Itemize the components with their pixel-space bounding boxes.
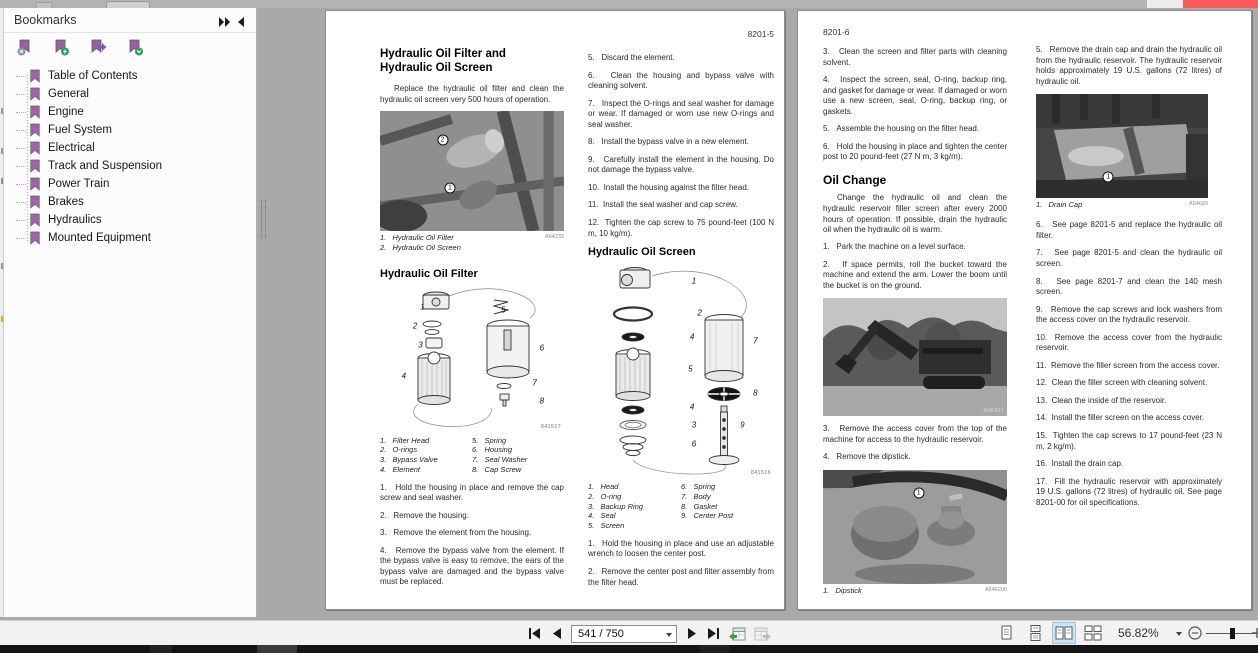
- bookmark-icon: [29, 123, 41, 137]
- photo-id: A64629: [1189, 201, 1208, 208]
- photo-art: [1036, 94, 1208, 198]
- step-text: 1. Hold the housing in place and remove the cap screw and seal washer.: [380, 482, 564, 503]
- intro-paragraph: Replace the hydraulic oil filter and clean the hydraulic oil screen very 500 hours of operation.: [380, 83, 564, 104]
- photo-drain-cap: [1036, 94, 1208, 198]
- page-view-modes: [995, 623, 1104, 643]
- step-text: 7. See page 8201-5 and clean the hydraulic oil screen.: [1036, 248, 1222, 268]
- bookmark-label: Table of Contents: [48, 70, 138, 82]
- bookmark-item[interactable]: [16, 139, 256, 157]
- step-text: 9. Carefully install the element in the housing. Do not damage the bypass valve.: [588, 154, 774, 175]
- step-text: 14. Install the filler screen on the access cover.: [1036, 413, 1205, 423]
- figure-oil-filter-exploded: [380, 286, 564, 432]
- intro-paragraph: Change the hydraulic oil and clean the hydraulic reservoir filler screen after every 2000 hours of operation. If possible, drain the hydraulic oil when the hydraulic oil is warm.: [823, 192, 1007, 235]
- step-text: 9. Remove the cap screws and lock washers from the access cover on the hydraulic reservoir.: [1036, 304, 1222, 325]
- callout-number: 9: [740, 420, 745, 430]
- section-heading: Oil Change: [823, 172, 887, 187]
- callout-number: 4: [401, 371, 407, 381]
- step-text: 3. Remove the access cover from the top of the machine for access to the hydraulic reservoir.: [823, 424, 1007, 444]
- bookmarks-panel: [4, 8, 257, 617]
- page-right-column-2: [1036, 31, 1222, 515]
- steps-drain: [1036, 45, 1222, 87]
- step-text: 4. Remove the dipstick.: [823, 452, 911, 462]
- page-right-column-1: [823, 27, 1007, 596]
- step-text: 3. Clean the screen and filter parts with cleaning solvent.: [823, 47, 1007, 67]
- bookmark-label: Power Train: [48, 178, 110, 190]
- legend-entry: 5. Spring: [472, 435, 507, 445]
- step-text: 4. Remove the bypass valve from the element. If the bypass valve is easy to remove, the ears of the bypass valve are damaged and the bypass valve must be replaced.: [380, 545, 564, 587]
- step-text: 12. Tighten the cap screw to 75 pound-feet (100 N m, 10 kg/m).: [588, 218, 774, 238]
- next-view-button[interactable]: [753, 627, 771, 640]
- zoom-slider-track[interactable]: [1206, 633, 1256, 634]
- bookmark-item[interactable]: [16, 211, 256, 229]
- collapse-panel-icon[interactable]: [236, 14, 252, 28]
- bookmark-label: General: [48, 88, 89, 100]
- photo-caption: [823, 586, 1007, 596]
- photo-art: [823, 298, 1007, 416]
- facing-pages-view-icon[interactable]: [1053, 623, 1075, 643]
- single-page-view-icon[interactable]: [995, 623, 1017, 643]
- steps-filter-continued: [588, 53, 774, 239]
- bookmark-icon: [29, 177, 41, 191]
- legend-entry: 8. Gasket: [681, 501, 718, 511]
- bookmark-item[interactable]: [16, 157, 256, 175]
- steps-oil-change-continued: [1036, 220, 1222, 508]
- bookmark-label: Track and Suspension: [48, 160, 163, 172]
- photo-id: A64233: [545, 234, 564, 241]
- article-heading: Hydraulic Oil Filter and Hydraulic Oil Screen: [380, 48, 506, 75]
- callout-number: 1: [913, 487, 924, 498]
- figure-art: [588, 264, 774, 478]
- bookmark-delete-icon[interactable]: [16, 39, 33, 56]
- sliver-icon-marks: [1, 108, 3, 114]
- section-heading: Hydraulic Oil Screen: [588, 246, 696, 259]
- callout-number: 3: [418, 340, 423, 350]
- bookmark-label: Mounted Equipment: [48, 232, 151, 244]
- step-text: 4. Inspect the screen, seal, O-ring, backup ring, and gasket for damage or wear. If damaged or worn use a new screen, seal, O-ring, backup ring, or gaskets.: [823, 75, 1007, 116]
- step-text: 8. See page 8201-7 and clean the 140 mesh screen.: [1036, 276, 1222, 297]
- legend-entry: 7. Seal Washer: [472, 455, 528, 465]
- steps-oil-change: [823, 242, 1007, 291]
- bookmark-label: Engine: [48, 106, 84, 118]
- step-text: 11. Remove the filler screen from the access cover.: [1036, 360, 1220, 370]
- panel-splitter-grip[interactable]: [261, 200, 266, 238]
- legend-entry: 8. Cap Screw: [472, 464, 522, 474]
- bookmark-icon: [29, 141, 41, 155]
- callout-number: 4: [689, 402, 695, 412]
- bookmark-icon: [29, 69, 41, 83]
- step-text: 17. Fill the hydraulic reservoir with approximately 19 U.S. gallons (72 litres) of hydraulic oil. See page 8201-00 for oil specifications.: [1036, 476, 1222, 507]
- figure-legend: [380, 436, 564, 475]
- step-text: 6. Clean the housing and bypass valve with cleaning solvent.: [588, 70, 774, 91]
- figure-oil-screen-exploded: [588, 264, 774, 478]
- page-number: 8201-5: [747, 29, 774, 39]
- page-left-column-1: [380, 47, 564, 595]
- callout-number: 1: [420, 302, 425, 312]
- photo-hydraulic-filter-location: [380, 111, 564, 231]
- steps-screen: [588, 539, 774, 588]
- callout-number: 4: [689, 332, 695, 342]
- photo-art: [380, 111, 564, 231]
- caption-line: 2. Hydraulic Oil Screen: [380, 243, 461, 253]
- step-text: 10. Remove the access cover from the hydraulic reservoir.: [1036, 332, 1222, 353]
- step-text: 5. Assemble the housing on the filter head.: [823, 124, 980, 134]
- page-field-value: 541 / 750: [578, 627, 624, 640]
- step-text: 8. Install the bypass valve in a new element.: [588, 137, 749, 147]
- callout-number: 1: [444, 183, 455, 194]
- zoom-slider-handle[interactable]: [1230, 628, 1235, 639]
- bookmark-icon: [29, 159, 41, 173]
- step-text: 1. Park the machine on a level surface.: [823, 242, 966, 252]
- step-text: 10. Install the housing against the filter head.: [588, 182, 749, 192]
- next-page-button[interactable]: [684, 627, 699, 640]
- legend-entry: 5. Screen: [588, 521, 625, 531]
- page-number-input[interactable]: [571, 625, 677, 643]
- photo-caption: [380, 233, 564, 253]
- step-text: 15. Tighten the cap screws to 17 pound-feet (23 N m, 2 kg/m).: [1036, 430, 1222, 451]
- callout-number: 7: [753, 336, 758, 346]
- step-text: 7. Inspect the O-rings and seal washer for damage or wear. If damaged or worn use new O-rings and seal washer.: [588, 98, 774, 129]
- steps-screen-continued: [823, 47, 1007, 163]
- continuous-facing-view-icon[interactable]: [1082, 623, 1104, 643]
- bookmark-expand-icon[interactable]: [127, 39, 144, 56]
- bookmark-item[interactable]: [16, 85, 256, 103]
- figure-legend: [588, 482, 774, 531]
- step-text: 2. If space permits, roll the bucket toward the machine and extend the arm. Lower the boom until the bucket is on the ground.: [823, 259, 1007, 290]
- step-text: 1. Hold the housing in place and use an adjustable wrench to loosen the center post.: [588, 538, 774, 559]
- bookmark-label: Fuel System: [48, 124, 112, 136]
- legend-entry: 2. O-rings: [380, 445, 418, 455]
- legend-entry: 4. Element: [380, 464, 421, 474]
- callout-number: 2: [437, 135, 448, 146]
- last-page-button[interactable]: [706, 627, 721, 640]
- bookmark-icon: [29, 105, 41, 119]
- panel-title: Bookmarks: [14, 13, 77, 27]
- step-text: 11. Install the seal washer and cap screw.: [588, 200, 738, 210]
- legend-entry: 2. O-ring: [588, 491, 622, 501]
- step-text: 6. See page 8201-5 and replace the hydraulic oil filter.: [1036, 220, 1222, 240]
- caption-line: 1. Drain Cap: [1036, 200, 1083, 210]
- step-text: 16. Install the drain cap.: [1036, 459, 1124, 469]
- callout-number: 8: [539, 396, 545, 406]
- bookmark-item[interactable]: [16, 229, 256, 247]
- legend-entry: 3. Backup Ring: [588, 501, 644, 511]
- titlebar-tab: [106, 1, 150, 8]
- bookmark-goto-icon[interactable]: [90, 39, 107, 56]
- step-text: 5. Remove the drain cap and drain the hydraulic oil from the hydraulic reservoir. The hydraulic reservoir holds approximately 19 U.S. gallons (72 litres) of hydraulic oil.: [1036, 45, 1222, 86]
- bookmarks-toolbar: [4, 33, 256, 63]
- figure-art: [380, 286, 564, 432]
- photo-id: A66401: [983, 408, 1004, 415]
- callout-number: 2: [697, 308, 702, 318]
- step-text: 3. Remove the element from the housing.: [380, 528, 532, 538]
- page-navigation: [527, 621, 771, 646]
- photo-dipstick: [823, 470, 1007, 584]
- taskbar-strip: [0, 645, 1258, 653]
- continuous-view-icon[interactable]: [1024, 623, 1046, 643]
- bookmark-icon: [29, 87, 41, 101]
- chevron-down-icon[interactable]: [666, 633, 672, 637]
- titlebar-light-segment: [1147, 0, 1183, 8]
- previous-page-button[interactable]: [549, 627, 564, 640]
- taskbar-segment: [150, 645, 172, 653]
- photo-caption: [1036, 200, 1208, 210]
- bookmark-icon: [29, 213, 41, 227]
- step-text: 5. Discard the element.: [588, 53, 675, 62]
- bookmark-icon: [29, 195, 41, 209]
- step-text: 13. Clean the inside of the reservoir.: [1036, 395, 1167, 405]
- caption-line: 1. Hydraulic Oil Filter: [380, 233, 454, 243]
- callout-number: 6: [539, 343, 545, 353]
- callout-number: 1: [691, 276, 697, 286]
- bookmark-item[interactable]: [16, 121, 256, 139]
- first-page-button[interactable]: [527, 627, 542, 640]
- bookmarks-header: [4, 8, 256, 33]
- step-text: 6. Hold the housing in place and tighten the center post to 20 pound-feet (27 N m, 3 kg/m).: [823, 141, 1007, 162]
- bookmark-list: [4, 67, 256, 247]
- callout-number: 5: [688, 364, 693, 374]
- taskbar-segment: [257, 645, 297, 653]
- bookmark-icon: [29, 231, 41, 245]
- legend-entry: 6. Housing: [472, 445, 513, 455]
- bookmark-add-icon[interactable]: [53, 39, 70, 56]
- step-text: 2. Remove the center post and filter assembly from the filter head.: [588, 566, 774, 587]
- status-bar: [0, 620, 1258, 645]
- callout-number: 8: [753, 388, 758, 397]
- previous-view-button[interactable]: [728, 627, 746, 640]
- caption-line: 1. Dipstick: [823, 585, 862, 595]
- zoom-level-value[interactable]: 56.82%: [1118, 626, 1159, 640]
- double-chevron-right-icon[interactable]: [218, 14, 234, 28]
- figure-id: 841517: [540, 423, 561, 430]
- page-left-column-2: [588, 29, 774, 595]
- legend-entry: 1. Head: [588, 482, 619, 492]
- close-button[interactable]: [1183, 0, 1258, 8]
- zoom-in-button[interactable]: [1250, 626, 1258, 640]
- zoom-out-button[interactable]: [1188, 626, 1202, 640]
- step-text: 2. Remove the housing.: [380, 510, 469, 520]
- step-text: 12. Clean the filler screen with cleaning solvent.: [1036, 378, 1208, 388]
- callout-number: 7: [532, 378, 537, 388]
- taskbar-segment: [700, 645, 730, 653]
- legend-entry: 6. Spring: [681, 482, 716, 492]
- bookmark-item[interactable]: [16, 67, 256, 85]
- legend-entry: 4. Seal: [588, 511, 616, 521]
- callout-number: 6: [691, 439, 697, 449]
- legend-entry: 7. Body: [681, 491, 711, 501]
- callout-number: 1: [1103, 172, 1114, 183]
- steps-filter: [380, 483, 564, 588]
- bookmark-item[interactable]: [16, 193, 256, 211]
- document-workspace: [257, 8, 1258, 620]
- callout-number: 5: [501, 305, 506, 315]
- legend-entry: 3. Bypass Valve: [380, 455, 438, 465]
- bookmark-label: Electrical: [48, 142, 95, 154]
- callout-number: 3: [691, 420, 697, 430]
- section-heading: Hydraulic Oil Filter: [380, 267, 478, 280]
- legend-entry: 9. Center Post: [681, 511, 734, 521]
- titlebar-strip: [0, 0, 1258, 8]
- bookmark-label: Hydraulics: [48, 214, 102, 226]
- bookmark-label: Brakes: [48, 196, 84, 208]
- photo-excavator: [823, 298, 1007, 416]
- zoom-dropdown-caret-icon[interactable]: [1176, 632, 1182, 636]
- pdf-page-left: [325, 10, 785, 610]
- photo-id: A646200: [984, 586, 1007, 593]
- pdf-page-right: [797, 10, 1252, 610]
- page-number: 8201-6: [823, 27, 850, 37]
- bookmark-item[interactable]: [16, 103, 256, 121]
- bookmark-item[interactable]: [16, 175, 256, 193]
- legend-entry: 1. Filter Head: [380, 435, 430, 445]
- callout-number: 2: [412, 321, 418, 331]
- figure-id: 841516: [750, 470, 771, 477]
- steps-access: [823, 424, 1007, 463]
